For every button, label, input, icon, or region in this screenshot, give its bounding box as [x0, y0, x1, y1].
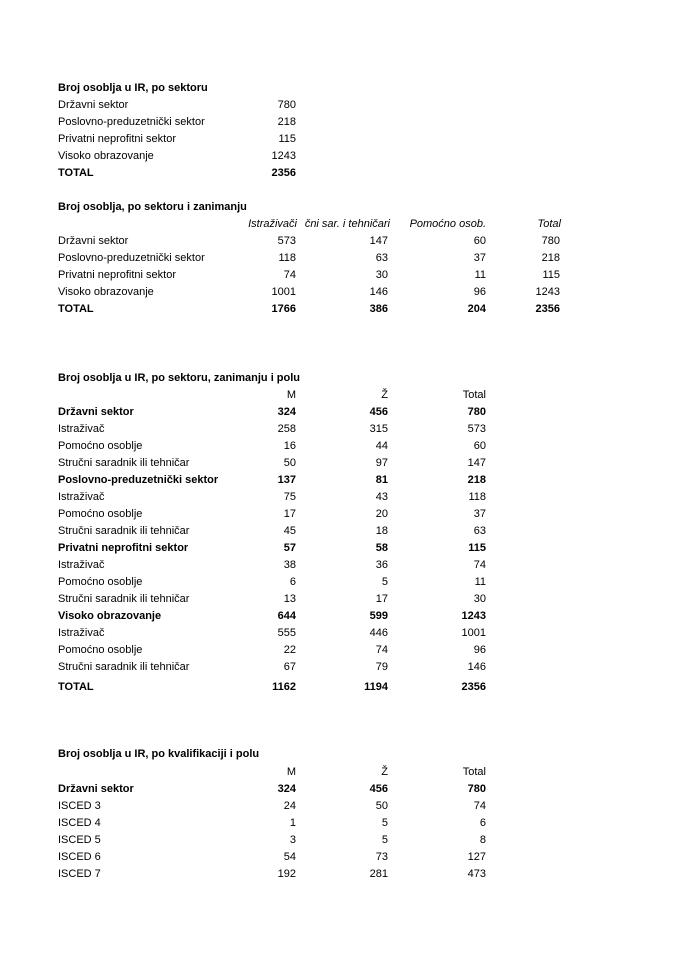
table-row	[58, 574, 618, 591]
table-row	[58, 781, 618, 798]
row-value: 6	[479, 817, 486, 829]
row-value: 192	[277, 868, 296, 880]
row-value: 118	[278, 252, 296, 264]
row-value: 63	[473, 525, 486, 537]
table-row	[58, 798, 618, 815]
row-value: 1	[289, 817, 296, 829]
row-value: 780	[467, 406, 486, 418]
total-value: 1194	[364, 681, 388, 693]
row-value: 36	[375, 559, 388, 571]
row-value: 96	[473, 286, 486, 298]
row-value: 50	[375, 800, 388, 812]
table3-header-row	[58, 387, 618, 404]
table-row	[58, 659, 618, 676]
table3-title: Broj osoblja u IR, po sektoru, zanimanju i polu	[58, 372, 301, 384]
row-value: 599	[369, 610, 388, 622]
row-value: 3	[289, 834, 296, 846]
row-value: 146	[467, 661, 486, 673]
row-value: 780	[541, 235, 560, 247]
row-label: Državni sektor	[58, 783, 134, 795]
total-value: 2356	[535, 303, 560, 315]
row-label: ISCED 4	[58, 817, 101, 829]
row-value: 45	[283, 525, 296, 537]
total-value: 204	[467, 303, 486, 315]
table-row	[58, 404, 618, 421]
table3-total-row	[58, 679, 618, 696]
row-label: Istraživač	[58, 559, 105, 571]
row-value: 20	[375, 508, 388, 520]
row-value: 73	[375, 851, 388, 863]
total-label: TOTAL	[58, 303, 94, 315]
row-label: Pomoćno osoblje	[58, 644, 143, 656]
row-value: 127	[467, 851, 486, 863]
row-label: Državni sektor	[58, 235, 129, 247]
row-value: 58	[375, 542, 388, 554]
table-row	[58, 540, 618, 557]
row-value: 573	[467, 423, 486, 435]
table-row	[58, 131, 618, 148]
table-row	[58, 148, 618, 165]
row-label: Pomoćno osoblje	[58, 440, 143, 452]
table-row	[58, 642, 618, 659]
row-value: 780	[467, 783, 486, 795]
row-value: 218	[541, 252, 560, 264]
table3-title-row	[58, 370, 618, 387]
row-label: Državni sektor	[58, 99, 129, 111]
row-label: Visoko obrazovanje	[58, 610, 162, 622]
table-row	[58, 97, 618, 114]
row-label: Pomoćno osoblje	[58, 508, 143, 520]
row-label: Poslovno-preduzetnički sektor	[58, 252, 205, 264]
row-value: 17	[283, 508, 296, 520]
table-row	[58, 506, 618, 523]
table-row	[58, 455, 618, 472]
total-label: TOTAL	[58, 167, 94, 179]
row-value: 30	[473, 593, 486, 605]
row-value: 644	[277, 610, 296, 622]
row-value: 30	[375, 269, 388, 281]
row-value: 63	[375, 252, 388, 264]
row-label: Visoko obrazovanje	[58, 150, 154, 162]
row-value: 1243	[271, 150, 296, 162]
column-header: Ž	[381, 766, 388, 778]
row-value: 6	[289, 576, 296, 588]
table1-total-row	[58, 165, 618, 182]
column-header: Istraživači	[248, 218, 297, 230]
row-value: 16	[283, 440, 296, 452]
row-value: 5	[381, 834, 388, 846]
row-value: 74	[283, 269, 296, 281]
column-header: Pomoćno osob.	[409, 218, 486, 230]
table-row	[58, 608, 618, 625]
row-value: 1001	[461, 627, 486, 639]
row-value: 97	[375, 457, 388, 469]
row-value: 37	[473, 508, 486, 520]
row-value: 315	[369, 423, 388, 435]
row-value: 79	[375, 661, 388, 673]
row-value: 324	[277, 783, 296, 795]
total-value: 2356	[461, 681, 486, 693]
row-value: 18	[375, 525, 388, 537]
row-value: 81	[375, 474, 388, 486]
row-label: Visoko obrazovanje	[58, 286, 154, 298]
column-header: Total	[462, 389, 486, 401]
table-row	[58, 489, 618, 506]
row-value: 115	[468, 542, 486, 554]
row-value: 446	[369, 627, 388, 639]
row-value: 22	[283, 644, 296, 656]
row-value: 67	[283, 661, 296, 673]
row-value: 1243	[535, 286, 560, 298]
row-label: Stručni saradnik ili tehničar	[58, 593, 190, 605]
table-row	[58, 421, 618, 438]
row-value: 17	[375, 593, 388, 605]
row-value: 147	[369, 235, 388, 247]
row-value: 5	[381, 817, 388, 829]
table4-title-row	[58, 746, 618, 763]
row-value: 60	[473, 440, 486, 452]
row-label: Poslovno-preduzetnički sektor	[58, 116, 205, 128]
row-value: 118	[468, 491, 486, 503]
table1-title-row	[58, 80, 618, 97]
table-row	[58, 625, 618, 642]
table4-header-row	[58, 764, 618, 781]
row-value: 24	[283, 800, 296, 812]
total-value: 1766	[271, 303, 296, 315]
row-label: ISCED 5	[58, 834, 101, 846]
row-label: Pomoćno osoblje	[58, 576, 143, 588]
row-label: Poslovno-preduzetnički sektor	[58, 474, 219, 486]
row-value: 1001	[271, 286, 296, 298]
row-value: 324	[277, 406, 296, 418]
row-value: 115	[278, 133, 296, 145]
row-value: 96	[473, 644, 486, 656]
table-row	[58, 866, 618, 883]
row-value: 473	[467, 868, 486, 880]
table2-title: Broj osoblja, po sektoru i zanimanju	[58, 201, 247, 213]
row-label: Istraživač	[58, 491, 105, 503]
row-value: 456	[369, 406, 388, 418]
row-value: 37	[473, 252, 486, 264]
table-row	[58, 523, 618, 540]
table-row	[58, 284, 618, 301]
row-value: 115	[542, 269, 560, 281]
table2-total-row	[58, 301, 618, 318]
table-row	[58, 233, 618, 250]
column-header: Total	[462, 766, 486, 778]
row-value: 218	[467, 474, 486, 486]
row-label: ISCED 7	[58, 868, 101, 880]
row-label: Istraživač	[58, 627, 105, 639]
table-row	[58, 250, 618, 267]
column-header: M	[286, 766, 296, 778]
total-value: 1162	[272, 681, 296, 693]
row-value: 43	[375, 491, 388, 503]
row-value: 555	[277, 627, 296, 639]
table-row	[58, 557, 618, 574]
row-value: 258	[277, 423, 296, 435]
row-value: 147	[467, 457, 486, 469]
row-value: 780	[277, 99, 296, 111]
row-value: 54	[283, 851, 296, 863]
row-label: Privatni neprofitni sektor	[58, 542, 189, 554]
table1-title: Broj osoblja u IR, po sektoru	[58, 82, 208, 94]
column-header: M	[286, 389, 296, 401]
total-value: 2356	[271, 167, 296, 179]
row-value: 50	[283, 457, 296, 469]
table-row	[58, 815, 618, 832]
row-label: Stručni saradnik ili tehničar	[58, 525, 190, 537]
table-row	[58, 849, 618, 866]
row-label: Privatni neprofitni sektor	[58, 133, 176, 145]
row-value: 573	[277, 235, 296, 247]
column-header: Ž	[381, 389, 388, 401]
row-value: 281	[369, 868, 388, 880]
row-value: 74	[473, 559, 486, 571]
row-value: 11	[474, 269, 486, 281]
row-value: 74	[473, 800, 486, 812]
row-value: 8	[479, 834, 486, 846]
table-row	[58, 438, 618, 455]
row-value: 13	[283, 593, 296, 605]
row-value: 5	[381, 576, 388, 588]
row-value: 75	[283, 491, 296, 503]
row-label: Državni sektor	[58, 406, 134, 418]
row-value: 38	[283, 559, 296, 571]
row-value: 44	[375, 440, 388, 452]
table-row	[58, 591, 618, 608]
row-value: 218	[277, 116, 296, 128]
row-value: 456	[369, 783, 388, 795]
row-label: ISCED 6	[58, 851, 101, 863]
total-value: 386	[369, 303, 388, 315]
column-header: čni sar. i tehničari	[304, 218, 390, 230]
row-value: 1243	[461, 610, 486, 622]
row-value: 11	[474, 576, 486, 588]
table2-title-row	[58, 199, 618, 216]
row-label: Privatni neprofitni sektor	[58, 269, 176, 281]
row-label: Stručni saradnik ili tehničar	[58, 457, 190, 469]
column-header: Total	[537, 218, 561, 230]
row-value: 60	[473, 235, 486, 247]
row-label: Stručni saradnik ili tehničar	[58, 661, 190, 673]
total-label: TOTAL	[58, 681, 94, 693]
table-row	[58, 472, 618, 489]
row-value: 146	[369, 286, 388, 298]
table-row	[58, 832, 618, 849]
row-value: 74	[375, 644, 388, 656]
row-value: 57	[283, 542, 296, 554]
table4-title: Broj osoblja u IR, po kvalifikaciji i polu	[58, 748, 260, 760]
table-row	[58, 114, 618, 131]
row-value: 137	[277, 474, 296, 486]
row-label: Istraživač	[58, 423, 105, 435]
table-row	[58, 267, 618, 284]
table2-header-row	[58, 216, 618, 233]
row-label: ISCED 3	[58, 800, 101, 812]
